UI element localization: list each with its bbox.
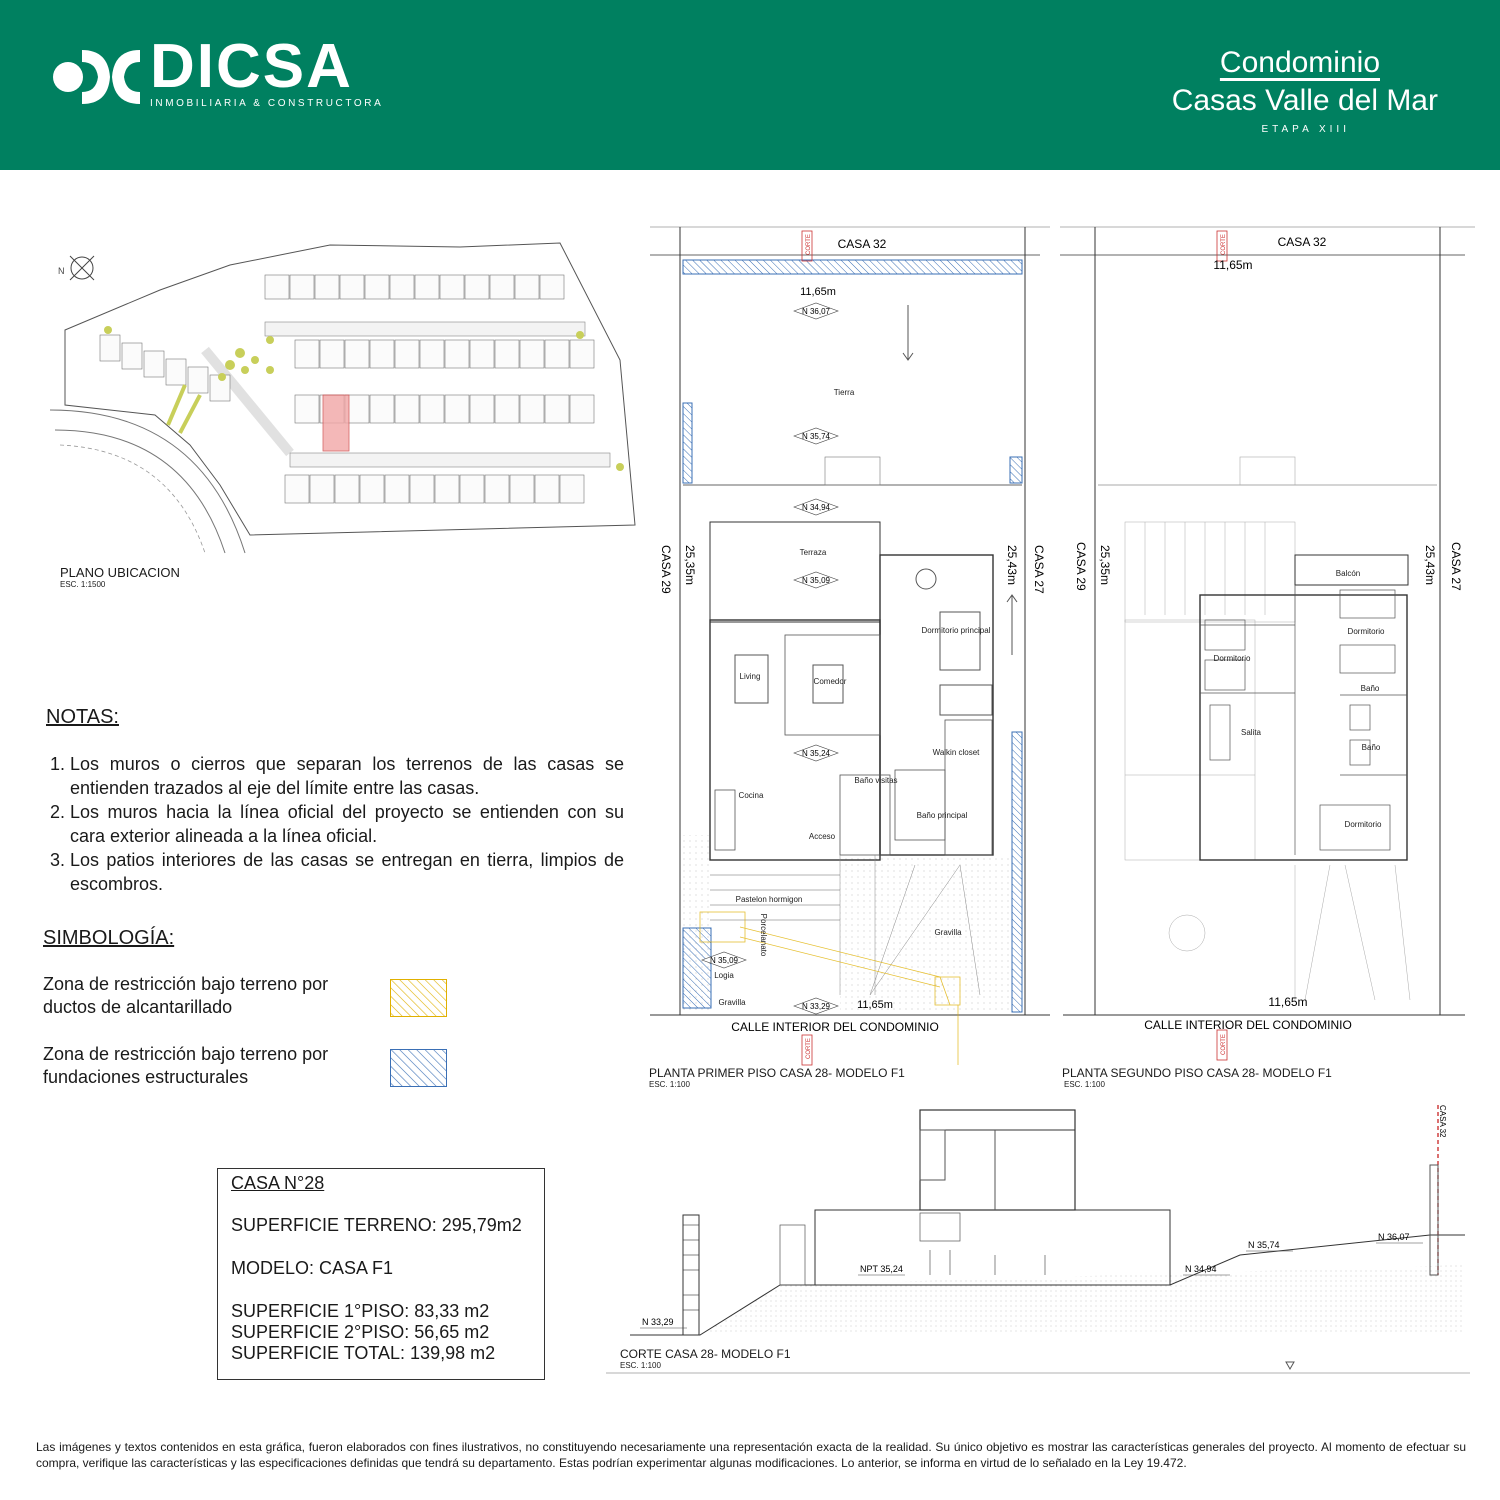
plan1-left-neighbor: CASA 29 [659, 545, 673, 594]
casa-title: CASA N°28 [231, 1173, 325, 1193]
header-banner [0, 0, 1500, 170]
level-label: N 33,29 [801, 1002, 831, 1011]
level-label: N 34,94 [801, 503, 831, 512]
casa-piso2: SUPERFICIE 2°PISO: 56,65 m2 [231, 1322, 490, 1342]
level-label: N 35,24 [801, 749, 831, 758]
section-neighbor: CASA 32 [1438, 1105, 1447, 1138]
section-level-label: N 35,74 [1248, 1240, 1280, 1250]
note-item: 1. Los muros o cierros que separan los terrenos de las casas se entienden trazados al eje del límite entre las casas. [70, 752, 624, 800]
room-walkin: Walkin closet [932, 748, 980, 757]
section-level-label: N 36,07 [1378, 1232, 1410, 1242]
second-floor-plan [1055, 215, 1485, 1095]
legend-label-foundations: Zona de restricción bajo terreno por fundaciones estructurales [43, 1044, 329, 1087]
plan1-scale: ESC. 1:100 [649, 1080, 690, 1089]
room-bano-principal: Baño principal [916, 811, 968, 820]
plan1-title: PLANTA PRIMER PISO CASA 28- MODELO F1 [649, 1066, 905, 1080]
project-line3: ETAPA XIII [1261, 124, 1350, 135]
section-drawing [600, 1095, 1480, 1385]
plan2-corte-bottom: CORTE [1221, 1034, 1227, 1055]
level-label: N 36,07 [801, 307, 831, 316]
plan2-dim-bottom: 11,65m [1268, 995, 1308, 1009]
level-label: N 35,74 [801, 432, 831, 441]
casa-terreno: SUPERFICIE TERRENO: 295,79m2 [231, 1215, 522, 1235]
room-gravilla: Gravilla [718, 998, 746, 1007]
level-label: N 35,09 [801, 576, 831, 585]
brand-subtitle: INMOBILIARIA & CONSTRUCTORA [150, 98, 384, 109]
site-plan-scale: ESC. 1:1500 [60, 580, 106, 589]
plan2-top-neighbor: CASA 32 [1277, 235, 1327, 249]
plan2-scale: ESC. 1:100 [1064, 1080, 1105, 1089]
site-plan-title: PLANO UBICACION [60, 565, 180, 580]
project-line1: Condominio [1219, 46, 1380, 79]
room-salita: Salita [1240, 728, 1262, 737]
casa-modelo: MODELO: CASA F1 [231, 1258, 394, 1278]
plan2-dim-top: 11,65m [1213, 258, 1253, 272]
room-dormitorio-3: Dormitorio [1344, 820, 1382, 829]
note-item: 3. Los patios interiores de las casas se entregan en tierra, limpios de escombros. [70, 848, 624, 896]
plan1-right-neighbor: CASA 27 [1032, 545, 1046, 594]
section-scale: ESC. 1:100 [620, 1361, 661, 1370]
casa-info-box [217, 1168, 545, 1380]
plan2-title: PLANTA SEGUNDO PISO CASA 28- MODELO F1 [1062, 1066, 1332, 1080]
north-arrow-icon [70, 256, 94, 280]
casa-total: SUPERFICIE TOTAL: 139,98 m2 [231, 1343, 496, 1363]
site-plan-drawing [40, 235, 640, 565]
room-logia: Logia [714, 971, 734, 980]
plan1-dim-right: 25,43m [1005, 545, 1019, 586]
plan1-dim-width: 11,65m [800, 286, 836, 298]
section-title: CORTE CASA 28- MODELO F1 [620, 1347, 791, 1361]
brand-name: DICSA [150, 32, 353, 101]
plan2-dim-left: 25,35m [1098, 545, 1112, 586]
room-gravilla-2: Gravilla [934, 928, 962, 937]
section-level-label: NPT 35,24 [860, 1264, 903, 1274]
section-level-label: N 34,94 [1185, 1264, 1217, 1274]
room-bano-visitas: Baño visitas [854, 776, 898, 785]
room-bano-2: Baño [1361, 743, 1381, 752]
section-level-label: N 33,29 [642, 1317, 674, 1327]
legend-swatch-foundations [390, 1049, 447, 1087]
plan2-street: CALLE INTERIOR DEL CONDOMINIO [1144, 1018, 1352, 1032]
casa-piso1: SUPERFICIE 1°PISO: 83,33 m2 [231, 1301, 490, 1321]
corte-marker-bottom: CORTE [806, 1038, 812, 1059]
plan1-street: CALLE INTERIOR DEL CONDOMINIO [731, 1020, 939, 1034]
plan2-right-neighbor: CASA 27 [1449, 542, 1463, 591]
room-balcon: Balcón [1335, 569, 1361, 578]
note-item: 2. Los muros hacia la línea oficial del proyecto se entienden con su cara exterior alineada a la línea oficial. [70, 800, 624, 848]
plan1-top-neighbor: CASA 32 [837, 237, 887, 251]
room-living: Living [739, 672, 761, 681]
room-dormitorio-1: Dormitorio [1213, 654, 1251, 663]
notes-title: NOTAS: [46, 706, 119, 728]
symbology-title: SIMBOLOGÍA: [43, 927, 175, 949]
notes-list [46, 752, 624, 896]
room-porcelanato: Porcelanato [759, 913, 768, 957]
dicsa-logo-icon [52, 44, 142, 110]
first-floor-plan [640, 215, 1060, 1095]
room-acceso: Acceso [808, 832, 836, 841]
room-dormitorio-2: Dormitorio [1347, 627, 1385, 636]
room-bano-1: Baño [1360, 684, 1380, 693]
room-pastelon: Pastelon hormigon [735, 895, 803, 904]
plan2-dim-right: 25,43m [1423, 545, 1437, 586]
corte-marker-top: CORTE [806, 234, 812, 255]
project-line2: Casas Valle del Mar [1171, 84, 1438, 117]
room-terraza: Terraza [799, 548, 827, 557]
room-dormitorio: Dormitorio principal [921, 626, 991, 635]
room-tierra: Tierra [833, 388, 855, 397]
footer-disclaimer: Las imágenes y textos contenidos en esta gráfica, fueron elaborados con fines ilustrativos, no constituyendo necesariamente una representación exacta de la realidad. Su único objetivo es mostrar las características generales del proyecto. Al momento de efectuar su compra, verifique las características y las especificaciones definidas que tendrá su departamento. Estas podrían experimentar algunas modificaciones. Lo anterior, se informa en virtud de lo señalado en la Ley 19.472. [36, 1440, 1466, 1470]
plan2-corte-top: CORTE [1221, 234, 1227, 255]
legend-label-sewer: Zona de restricción bajo terreno por ductos de alcantarillado [43, 974, 329, 1017]
plan1-dim-width-bottom: 11,65m [857, 999, 893, 1011]
level-label: N 35,09 [709, 956, 739, 965]
north-label: N [58, 266, 65, 276]
plan1-dim-left: 25,35m [683, 545, 697, 586]
room-cocina: Cocina [738, 791, 764, 800]
legend-swatch-sewer [390, 979, 447, 1017]
room-comedor: Comedor [813, 677, 847, 686]
highlighted-lot-28 [323, 395, 349, 451]
plan2-left-neighbor: CASA 29 [1074, 542, 1088, 591]
